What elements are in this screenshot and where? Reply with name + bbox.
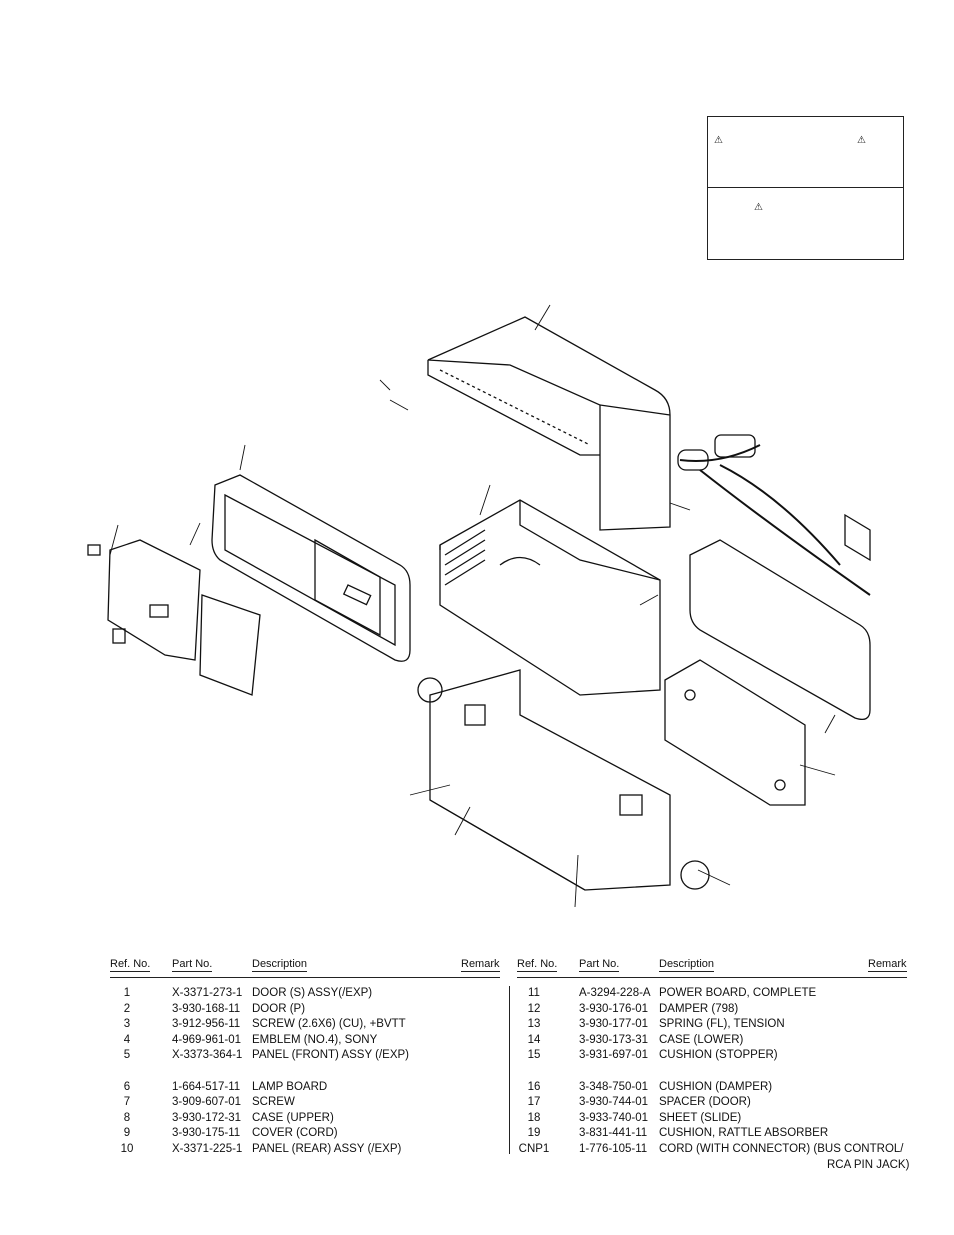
part-description: DAMPER (798) [659, 1002, 739, 1015]
part-description: LAMP BOARD [252, 1080, 328, 1093]
part-number: X-3371-273-1 [172, 987, 243, 999]
ref-number: 3 [123, 1018, 131, 1031]
case-upper-drawing [428, 317, 670, 530]
ref-number: 12 [527, 1002, 541, 1015]
part-description: SCREW (2.6X6) (CU), +BVTT [252, 1018, 406, 1031]
warning-icon: ⚠ [857, 135, 866, 146]
part-number: X-3371-225-1 [172, 1143, 243, 1155]
front-panel-drawing [212, 475, 410, 661]
part-number: 3-930-168-11 [172, 1002, 241, 1015]
part-description: SCREW [252, 1096, 295, 1109]
part-description: DOOR (S) ASSY(/EXP) [252, 987, 373, 999]
part-number: 1-776-105-11 [579, 1143, 648, 1155]
exploded-view-diagram [80, 295, 920, 915]
ref-number: 17 [527, 1096, 541, 1109]
part-description: CORD (WITH CONNECTOR) (BUS CONTROL/ [659, 1143, 904, 1155]
part-description: CUSHION (STOPPER) [659, 1049, 778, 1062]
ref-number: 18 [527, 1111, 541, 1124]
header-part: Part No. [172, 958, 213, 970]
ref-number: 14 [527, 1033, 541, 1046]
ref-number: 5 [123, 1049, 131, 1062]
part-number: 3-912-956-11 [172, 1018, 241, 1031]
part-description: COVER (CORD) [252, 1127, 338, 1140]
header-rule [110, 977, 500, 978]
ref-number: 6 [123, 1080, 131, 1093]
ref-number: CNP1 [518, 1143, 550, 1155]
part-description: POWER BOARD, COMPLETE [659, 987, 817, 999]
table-column-separator [509, 986, 510, 1154]
part-number: 3-931-697-01 [579, 1049, 649, 1062]
warning-icon: ⚠ [714, 135, 723, 146]
ref-number: 16 [527, 1080, 541, 1093]
part-description: PANEL (REAR) ASSY (/EXP) [252, 1143, 402, 1155]
part-description: DOOR (P) [252, 1002, 306, 1015]
part-description: CASE (LOWER) [659, 1033, 744, 1046]
part-description-continued: RCA PIN JACK) [827, 1158, 910, 1171]
part-number: 3-348-750-01 [579, 1080, 649, 1093]
ref-number: 10 [120, 1143, 134, 1155]
part-number: 3-930-176-01 [579, 1002, 649, 1015]
part-description: CUSHION, RATTLE ABSORBER [659, 1127, 829, 1140]
part-number: 3-930-175-11 [172, 1127, 241, 1140]
part-number: 3-933-740-01 [579, 1111, 649, 1124]
ref-number: 7 [123, 1096, 131, 1109]
part-description: SHEET (SLIDE) [659, 1111, 742, 1124]
header-part: Part No. [579, 958, 620, 970]
part-number: X-3373-364-1 [172, 1049, 243, 1062]
part-description: SPRING (FL), TENSION [659, 1018, 785, 1031]
part-description: EMBLEM (NO.4), SONY [252, 1033, 378, 1046]
cord-drawing [678, 435, 870, 595]
warning-icon: ⚠ [754, 202, 763, 213]
ref-number: 4 [123, 1033, 131, 1046]
part-description: PANEL (FRONT) ASSY (/EXP) [252, 1049, 409, 1062]
ref-number: 8 [123, 1111, 131, 1124]
ref-number: 9 [123, 1127, 131, 1140]
part-number: 3-909-607-01 [172, 1096, 242, 1109]
ref-number: 11 [528, 987, 540, 999]
header-desc: Description [252, 958, 308, 970]
ref-number: 13 [527, 1018, 541, 1031]
part-number: 1-664-517-11 [172, 1080, 241, 1093]
safety-notice-box [707, 116, 904, 260]
header-remark: Remark [868, 958, 907, 970]
part-number: 3-930-744-01 [579, 1096, 649, 1109]
header-rule [517, 977, 907, 978]
part-number: 4-969-961-01 [172, 1033, 242, 1046]
header-desc: Description [659, 958, 715, 970]
ref-number: 15 [527, 1049, 541, 1062]
header-ref: Ref. No. [517, 958, 558, 970]
header-remark: Remark [461, 958, 500, 970]
rear-panel-drawing [665, 540, 870, 805]
header-ref: Ref. No. [110, 958, 151, 970]
ref-number: 1 [123, 987, 131, 999]
part-number: 3-930-172-31 [172, 1111, 242, 1124]
part-description: CASE (UPPER) [252, 1111, 334, 1124]
door-assembly-drawing [88, 540, 260, 695]
part-number: A-3294-228-A [579, 987, 651, 999]
notice-divider [708, 187, 903, 188]
part-description: SPACER (DOOR) [659, 1096, 751, 1109]
part-description: CUSHION (DAMPER) [659, 1080, 773, 1093]
ref-number: 19 [527, 1127, 541, 1140]
part-number: 3-930-177-01 [579, 1018, 649, 1031]
part-number: 3-831-441-11 [579, 1127, 648, 1140]
part-number: 3-930-173-31 [579, 1033, 649, 1046]
ref-number: 2 [123, 1002, 131, 1015]
